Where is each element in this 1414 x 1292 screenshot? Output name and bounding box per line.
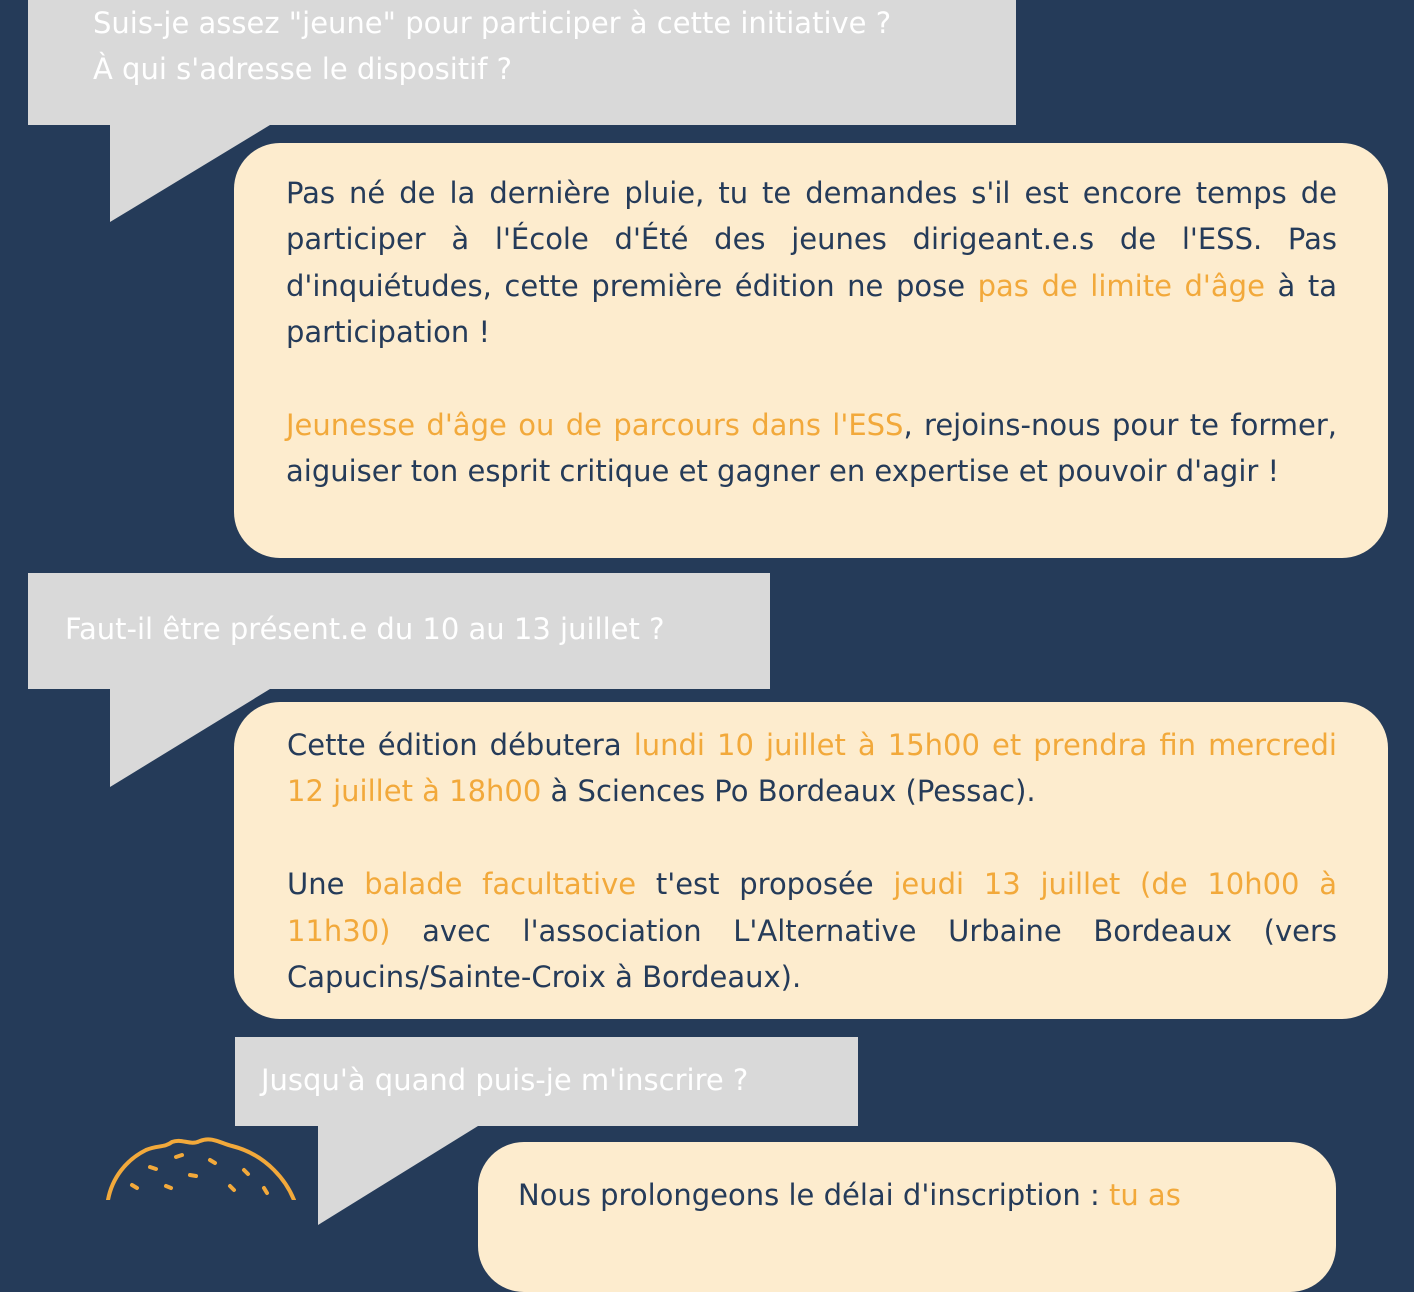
answer-2-p1-highlight: lundi 10 juillet à 15h00 et prendra fin mercredi 12 juillet à 18h00: [287, 728, 1337, 809]
answer-1-p2-highlight: Jeunesse d'âge ou de parcours dans l'ESS: [286, 408, 904, 443]
answer-1-p1-text-1: Pas né de la dernière pluie, tu te demandes s'il est encore temps de participer à l'École d'Été des jeunes dirigeant.e.s de l'ESS. Pas d'inquiétudes, cette première édition ne pose: [286, 176, 1337, 303]
question-1-line-1: Suis-je assez "jeune" pour participer à cette initiative ?: [93, 6, 892, 40]
answer-3-p1-highlight: tu as: [1108, 1178, 1181, 1212]
answer-2-p2-text-4: (vers Capucins/Sainte-Croix à Bordeaux).: [287, 913, 1337, 995]
answer-2-p2-highlight-1: balade facultative: [364, 867, 637, 902]
answer-2-p1-text-2: à Sciences Po Bordeaux (Pessac).: [541, 774, 1036, 809]
answer-1-p1-text-2: à ta participation !: [286, 268, 1337, 350]
answer-3-p1-text-1: Nous prolongeons le délai d'inscription :: [518, 1178, 1109, 1212]
question-1-line-2: À qui s'adresse le dispositif ?: [93, 52, 513, 86]
question-2-line-1: Faut-il être présent.e du 10 au 13 juillet ?: [65, 612, 665, 646]
answer-2-p2-text-2: t'est proposée: [636, 867, 894, 902]
question-3-line-1: Jusqu'à quand puis-je m'inscrire ?: [261, 1063, 749, 1097]
answer-1-p2-text-1: , rejoins-nous pour te former, aiguiser ton esprit critique et gagner en expertise et pouvoir d'agir !: [286, 408, 1337, 489]
answer-3-paragraph-1: [518, 1172, 1292, 1218]
answer-2-p2-text-3: avec l'association: [390, 913, 734, 948]
answer-2-p2-highlight-2: jeudi 13 juillet (de 10h00 à 11h30): [287, 867, 1338, 948]
answer-1-p1-highlight: pas de limite d'âge: [977, 268, 1265, 303]
answer-2-p1-text-1: Cette édition débutera: [287, 728, 634, 762]
answer-2-p2-text-1: Une: [287, 867, 365, 902]
answer-bubble-3: [478, 1142, 1336, 1292]
answer-2-p2-organization: L'Alternative Urbaine Bordeaux: [733, 913, 1232, 948]
